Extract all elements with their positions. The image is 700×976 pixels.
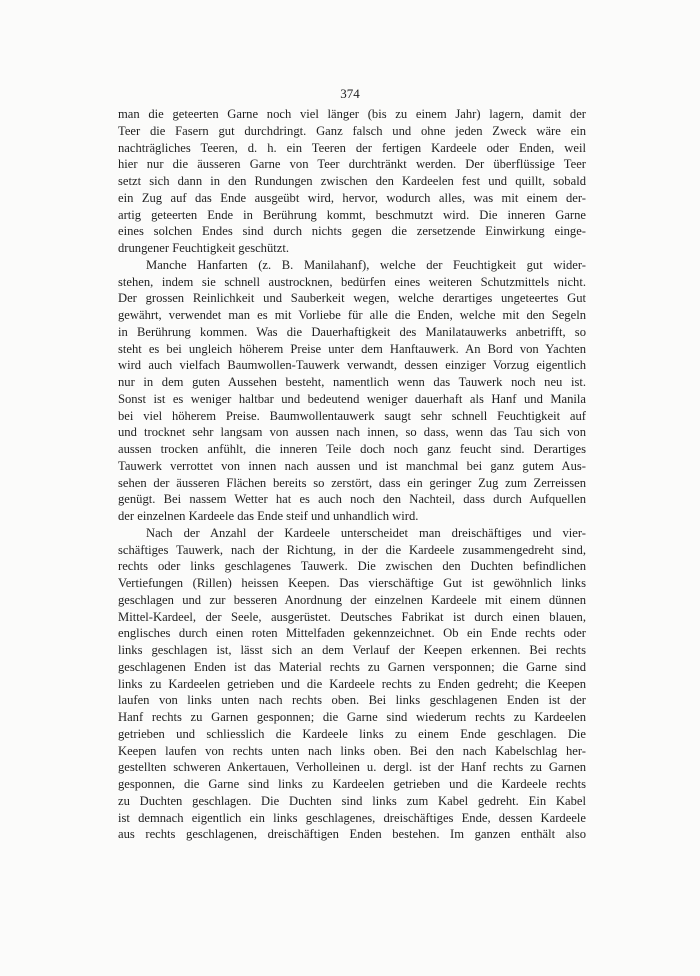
text-line: eines solchen Endes sind durch nichts gegen die zersetzende Einwirkung einge- <box>118 224 586 239</box>
text-line: laufen von links unten nach rechts oben. Bei links geschlagenen Enden ist der <box>118 693 586 708</box>
text-line: aussen trocken anfühlt, die inneren Teile doch noch ganz feucht sind. Derartiges <box>118 442 586 456</box>
text-line: nachträgliches Teeren, d. h. ein Teeren der fertigen Kardeele oder Enden, weil <box>118 140 586 155</box>
text-line: geschlagen und zur besseren Anordnung der einzelnen Kardeele mit einem dünnen <box>118 592 586 607</box>
text-line: Teer die Fasern gut durchdringt. Ganz falsch und ohne jeden Zweck wäre ein <box>118 123 586 138</box>
text-line: Nach der Anzahl der Kardeele unterscheidet man dreischäftiges und vier- <box>146 525 586 540</box>
text-line: der einzelnen Kardeele das Ende steif und unhandlich wird. <box>118 509 419 523</box>
text-line: Sonst ist es weniger haltbar und bedeutend weniger dauerhaft als Hanf und Manila <box>118 391 586 406</box>
text-line: gesponnen, die Garne sind links zu Kardeelen getrieben und die Kardeele rechts <box>118 777 586 791</box>
text-line: drungener Feuchtigkeit geschützt. <box>118 241 290 255</box>
text-line: nur in dem guten Aussehen besteht, namentlich wenn das Tauwerk noch neu ist. <box>118 375 586 389</box>
text-line: aus rechts geschlagenen, dreischäftigen Enden bestehen. Im ganzen enthält also <box>118 827 586 842</box>
text-line: setzt sich dann in den Rundungen zwischen den Kardeelen fest und quillt, sobald <box>118 174 586 188</box>
text-line: zu Duchten geschlagen. Die Duchten sind links zum Kabel gedreht. Ein Kabel <box>118 793 586 808</box>
text-line: Manche Hanfarten (z. B. Manilahanf), welche der Feuchtigkeit gut wider- <box>146 257 586 272</box>
text-line: genügt. Bei nassem Wetter hat es auch noch den Nachteil, dass durch Aufquellen <box>118 492 586 507</box>
text-line: Hanf rechts zu Garnen gesponnen; die Garne sind wiederum rechts zu Kardeelen <box>118 710 586 724</box>
page-number: 374 <box>340 86 360 101</box>
paragraph <box>118 106 586 257</box>
text-line: rechts oder links geschlagenes Tauwerk. Die zwischen den Duchten befindlichen <box>118 559 586 574</box>
text-line: geschlagenen Enden ist das Material rechts zu Garnen versponnen; die Garne sind <box>118 659 586 674</box>
text-line: links geschlagen ist, lässt sich an dem Verlauf der Keepen erkennen. Bei rechts <box>118 643 586 657</box>
text-line: links zu Kardeelen getrieben und die Kardeele rechts zu Enden gedreht; die Keepen <box>118 676 586 691</box>
text-line: in Berührung kommen. Was die Dauerhaftigkeit des Manilatauwerks anbetrifft, so <box>118 324 586 339</box>
text-line: ist demnach eigentlich ein links geschlagenes, dreischäftiges Ende, dessen Kardeele <box>118 810 586 825</box>
paragraph <box>118 257 586 525</box>
text-line: bei viel höherem Preise. Baumwollentauwerk saugt sehr schnell Feuchtigkeit auf <box>118 408 586 423</box>
body-text <box>118 106 586 843</box>
text-line: getrieben und schliesslich die Kardeele links zu einem Ende geschlagen. Die <box>118 726 586 741</box>
text-line: schäftiges Tauwerk, nach der Richtung, in der die Kardeele zusammengedreht sind, <box>118 542 586 557</box>
paragraph <box>118 525 586 843</box>
text-line: man die geteerten Garne noch viel länger (bis zu einem Jahr) lagern, damit der <box>118 107 586 121</box>
text-line: Der grossen Reinlichkeit und Sauberkeit wegen, welche derartiges ungeteertes Gut <box>118 291 586 306</box>
text-line: gewährt, verwendet man es mit Vorliebe für alle die Enden, welche mit den Segeln <box>118 308 586 322</box>
text-line: englisches durch einen roten Mittelfaden gekennzeichnet. Ob ein Ende rechts oder <box>118 626 586 641</box>
text-line: sehen der äusseren Flächen bereits so zerstört, dass ein geringer Zug zum Zerreissen <box>118 475 586 490</box>
text-line: wird auch vielfach Baumwollen-Tauwerk verwandt, dessen einziger Vorzug eigentlich <box>118 358 586 373</box>
text-line: gestellten schweren Ankertauen, Verholleinen u. dergl. ist der Hanf rechts zu Garnen <box>118 760 586 775</box>
text-line: hier nur die äusseren Garne von Teer durchtränkt werden. Der überflüssige Teer <box>118 157 586 172</box>
text-line: Mittel-Kardeel, der Seele, ausgerüstet. Deutsches Fabrikat ist durch einen blauen, <box>118 609 586 624</box>
text-line: steht es bei ungleich höherem Preise unter dem Hanftauwerk. An Bord von Yachten <box>118 341 586 356</box>
text-line: stehen, indem sie schnell austrocknen, bedürfen eines weiteren Schutzmittels nicht. <box>118 274 586 289</box>
text-line: artig geteerten Ende in Berührung kommt, beschmutzt wird. Die inneren Garne <box>118 207 586 222</box>
text-line: und trocknet sehr langsam von aussen nach innen, so dass, wenn das Tau sich von <box>118 425 586 440</box>
text-line: ein Zug auf das Ende ausgeübt wird, hervor, wodurch alles, was mit einem der- <box>118 190 586 205</box>
text-line: Tauwerk verrottet von innen nach aussen und ist manchmal bei ganz gutem Aus- <box>118 458 586 473</box>
text-line: Vertiefungen (Rillen) heissen Keepen. Das vierschäftige Gut ist gewöhnlich links <box>118 576 586 590</box>
text-line: Keepen laufen von rechts unten nach links oben. Bei den nach Kabelschlag her- <box>118 743 586 758</box>
